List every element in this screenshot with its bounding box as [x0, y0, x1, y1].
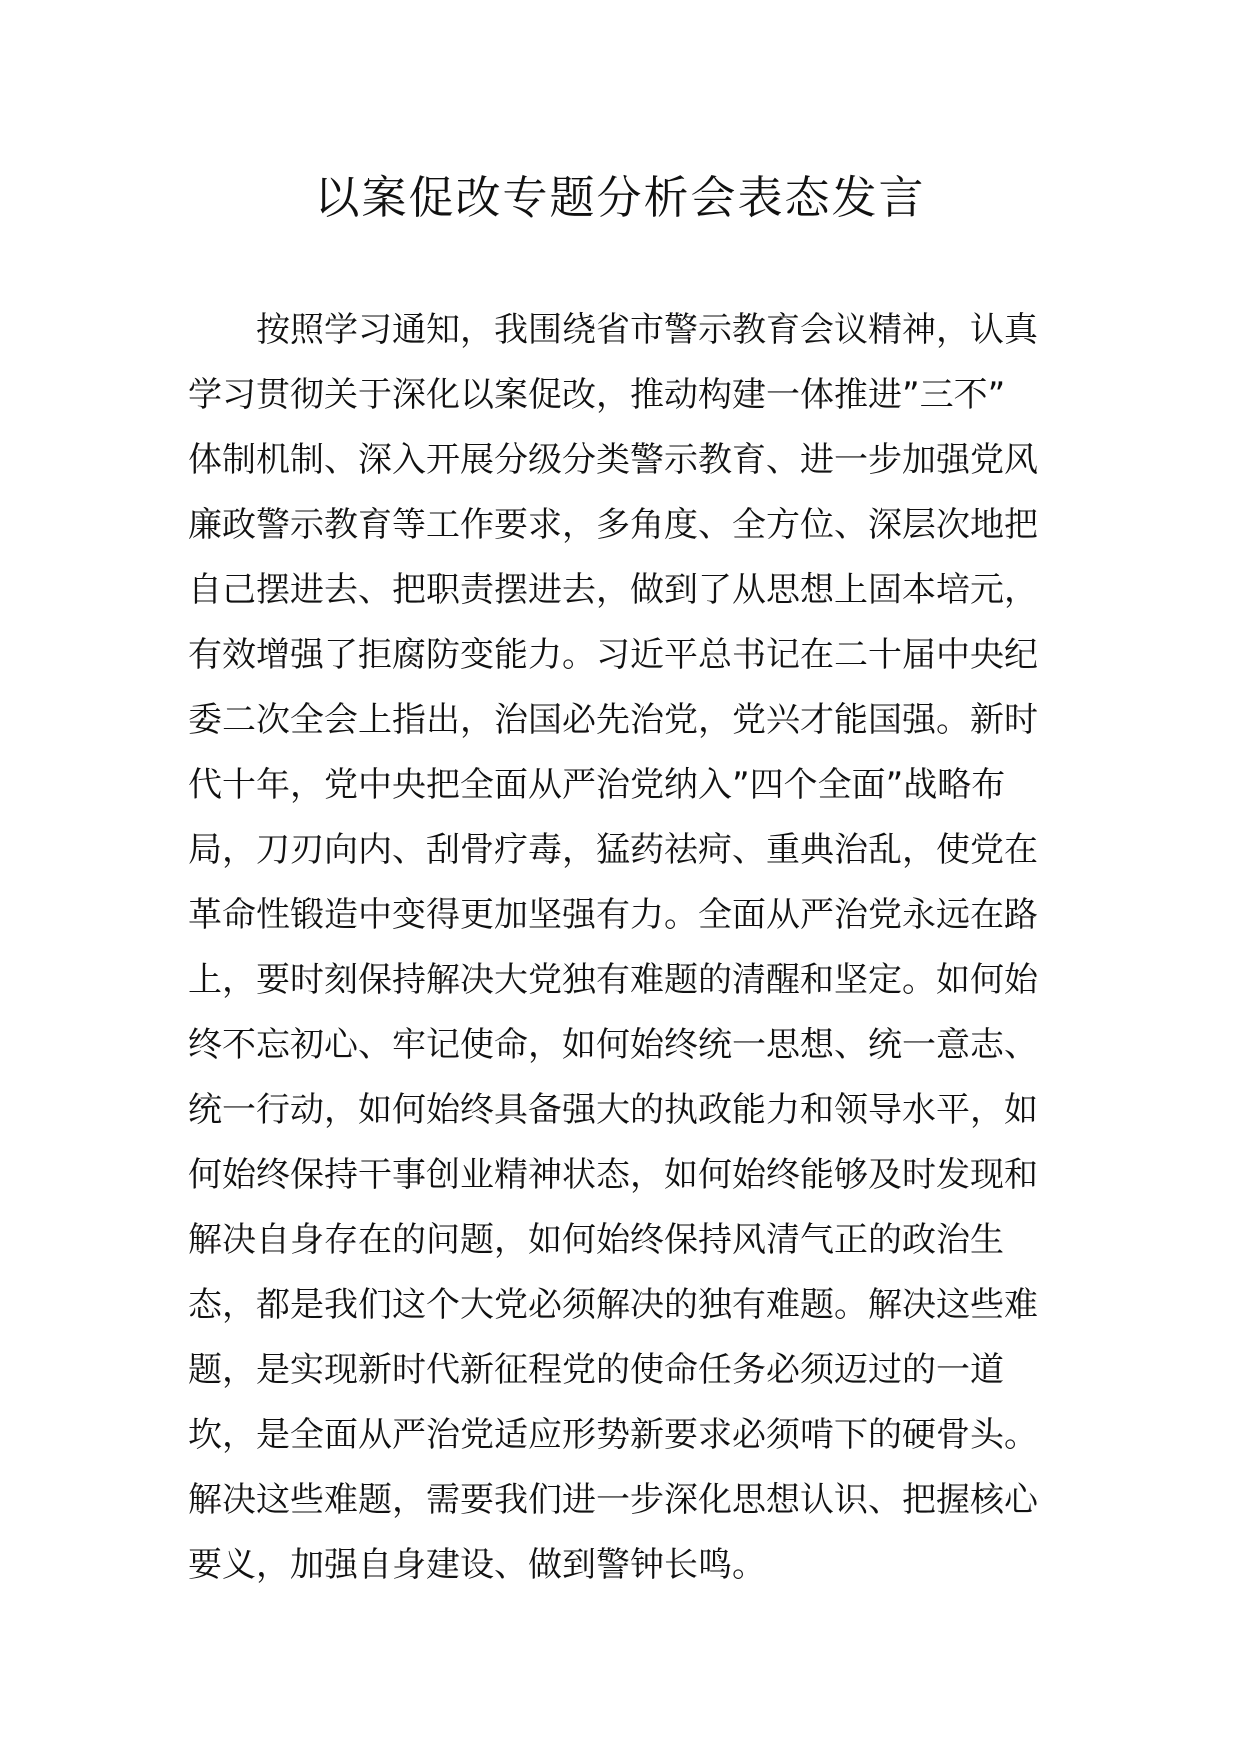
document-title: 以案促改专题分析会表态发言: [314, 171, 926, 224]
text-line: 坎，是全面从严治党适应形势新要求必须啃下的硬骨头。: [188, 1415, 1038, 1455]
text-line: 统一行动，如何始终具备强大的执政能力和领导水平，如: [188, 1090, 1038, 1130]
text-line: 自己摆进去、把职责摆进去，做到了从思想上固本培元，: [188, 570, 1038, 610]
text-line: 解决这些难题，需要我们进一步深化思想认识、把握核心: [188, 1480, 1038, 1520]
text-line: 要义，加强自身建设、做到警钟长鸣。: [188, 1545, 766, 1585]
text-line: 代十年，党中央把全面从严治党纳入”四个全面”战略布: [188, 765, 1006, 805]
text-line: 廉政警示教育等工作要求，多角度、全方位、深层次地把: [188, 505, 1038, 545]
text-line: 题，是实现新时代新征程党的使命任务必须迈过的一道: [188, 1350, 1004, 1390]
text-line: 有效增强了拒腐防变能力。习近平总书记在二十届中央纪: [188, 635, 1038, 675]
text-line: 按照学习通知，我围绕省市警示教育会议精神，认真: [256, 310, 1038, 350]
text-line: 终不忘初心、牢记使命，如何始终统一思想、统一意志、: [188, 1025, 1038, 1065]
text-line: 学习贯彻关于深化以案促改，推动构建一体推进”三不”: [188, 375, 1006, 415]
text-line: 委二次全会上指出，治国必先治党，党兴才能国强。新时: [188, 700, 1038, 740]
text-line: 何始终保持干事创业精神状态，如何始终能够及时发现和: [188, 1155, 1038, 1195]
text-line: 局，刀刃向内、刮骨疗毒，猛药祛疴、重典治乱，使党在: [188, 830, 1038, 870]
text-line: 态，都是我们这个大党必须解决的独有难题。解决这些难: [188, 1285, 1038, 1325]
body-paragraph: [188, 298, 1058, 1598]
text-line: 革命性锻造中变得更加坚强有力。全面从严治党永远在路: [188, 895, 1038, 935]
text-line: 体制机制、深入开展分级分类警示教育、进一步加强党风: [188, 440, 1038, 480]
text-line: 上，要时刻保持解决大党独有难题的清醒和坚定。如何始: [188, 960, 1038, 1000]
text-line: 解决自身存在的问题，如何始终保持风清气正的政治生: [188, 1220, 1004, 1260]
